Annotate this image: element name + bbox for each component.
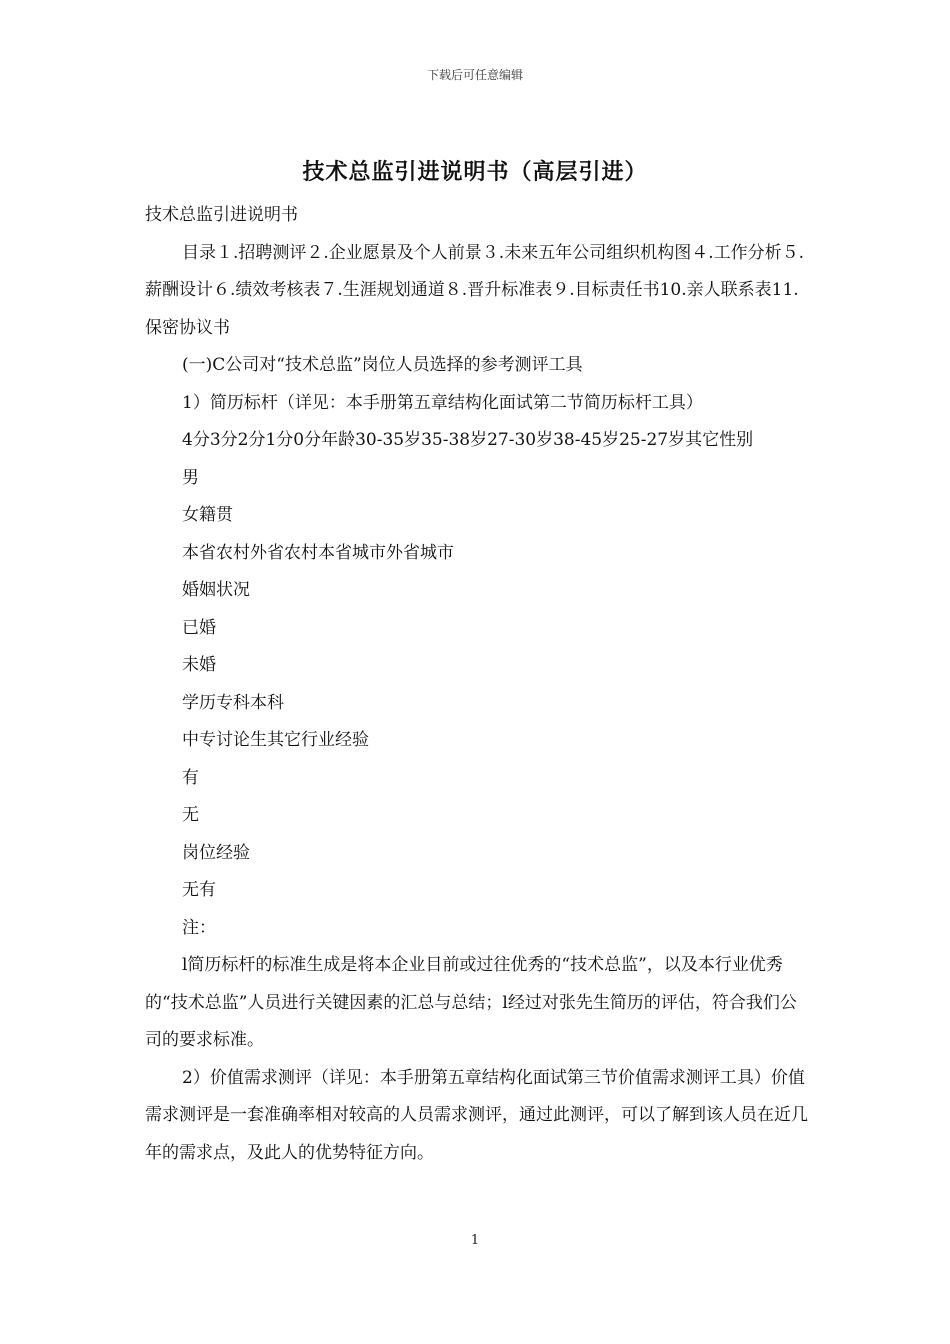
paragraph-line: 未婚 [182, 655, 216, 675]
paragraph-value-needs: 2）价值需求测评（详见：本手册第五章结构化面试第三节价值需求测评工具）价值需求测评是一套准确率相对较高的人员需求测评，通过此测评，可以了解到该人员在近几年的需求点，及此人的优势特征方向。 [145, 1067, 808, 1163]
header-note: 下载后可任意编辑 [426, 68, 523, 82]
document-body [145, 197, 810, 1172]
paragraph-line: 婚姻状况 [182, 580, 250, 600]
paragraph-line: 本省农村外省农村本省城市外省城市 [182, 542, 454, 563]
paragraph-subtitle: 技术总监引进说明书 [145, 205, 298, 225]
paragraph-line: 中专讨论生其它行业经验 [182, 730, 369, 750]
paragraph-line: 无有 [182, 880, 216, 900]
document-title: 技术总监引进说明书（高层引进） [302, 160, 648, 185]
paragraph-line: 学历专科本科 [182, 692, 284, 713]
paragraph-score-table: 4分3分2分1分0分年龄30-35岁35-38岁27-30岁38-45岁25-27岁其它性别 [182, 430, 754, 450]
paragraph-line: 岗位经验 [182, 842, 250, 863]
page-number: 1 [470, 1233, 480, 1248]
paragraph-toc: 目录１.招聘测评２.企业愿景及个人前景３.未来五年公司组织机构图４.工作分析５.薪酬设计６.绩效考核表７.生涯规划通道８.晋升标准表９.目标责任书10.亲人联系表11.保密协议书 [145, 242, 805, 338]
paragraph-note-body: l简历标杆的标准生成是将本企业目前或过往优秀的“技术总监”，以及本行业优秀的“技术总监”人员进行关键因素的汇总与总结；l经过对张先生简历的评估，符合我们公司的要求标准。 [145, 955, 797, 1050]
paragraph-section-heading: (一)C公司对“技术总监”岗位人员选择的参考测评工具 [182, 355, 583, 375]
paragraph-note-label: 注： [182, 917, 216, 938]
paragraph-line: 有 [182, 767, 199, 788]
paragraph-line: 男 [182, 467, 199, 488]
paragraph-line: 无 [182, 805, 199, 825]
paragraph-resume-benchmark: 1）简历标杆（详见：本手册第五章结构化面试第二节简历标杆工具） [182, 392, 703, 413]
paragraph-line: 女籍贯 [182, 505, 233, 525]
paragraph-line: 已婚 [182, 617, 216, 638]
